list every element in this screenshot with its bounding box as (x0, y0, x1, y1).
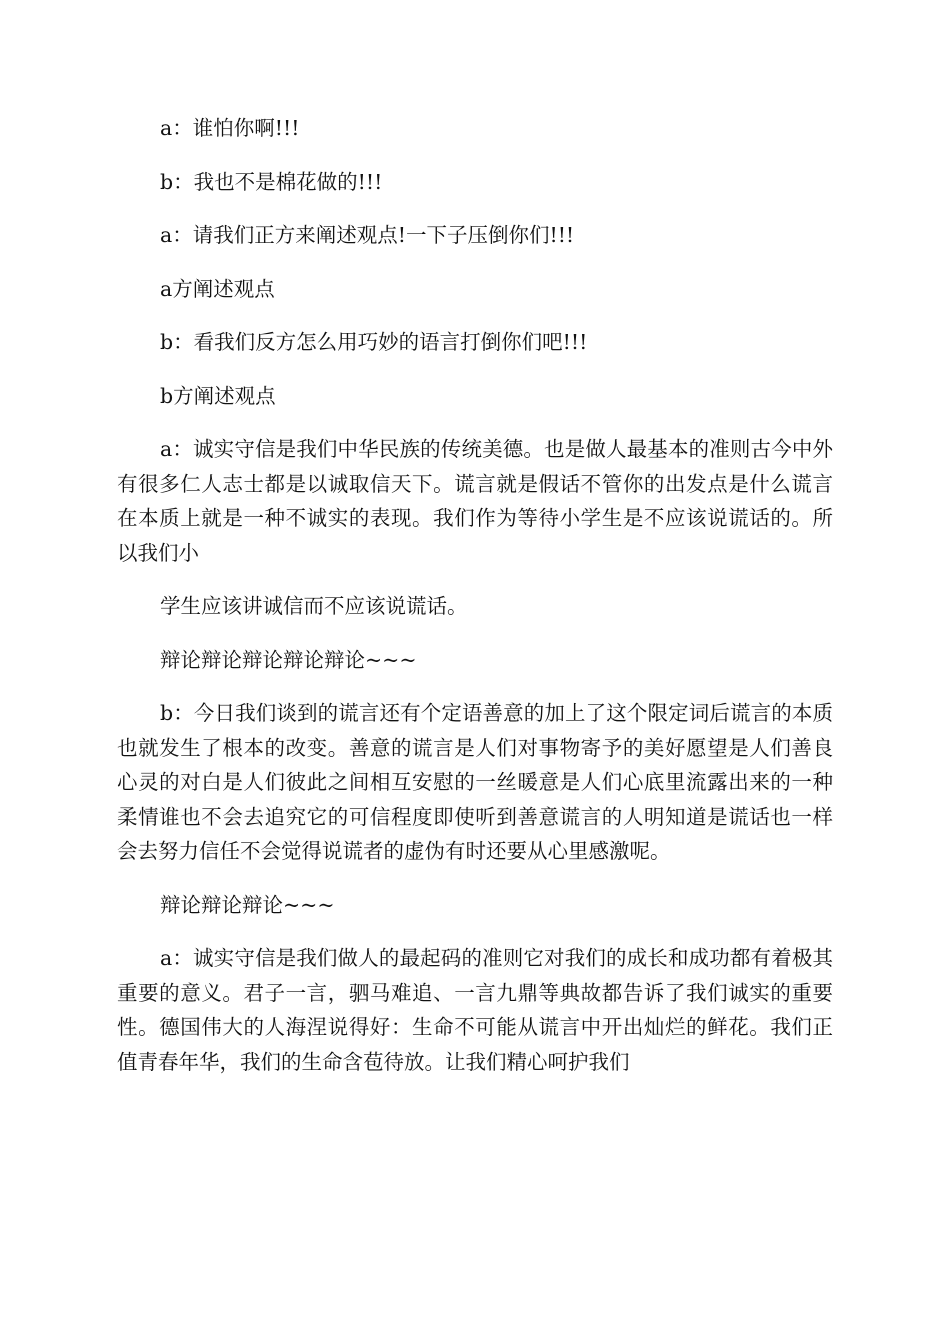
paragraph-9: 辩论辩论辩论辩论辩论~~~ (160, 647, 417, 672)
paragraph-2: b：我也不是棉花做的!!! (160, 169, 383, 194)
paragraph-1: a：谁怕你啊!!! (160, 116, 300, 140)
paragraph-8: 学生应该讲诚信而不应该说谎话。 (160, 594, 468, 618)
paragraph-12: a：诚实守信是我们做人的最起码的准则它对我们的成长和成功都有着极其重要的意义。君子一言，驷马难追、一言九鼎等典故都告诉了我们诚实的重要性。德国伟大的人海涅说得好：生命不可能从谎言中开出灿烂的鲜花。我们正值青春年华，我们的生命含苞待放。让我们精心呵护我们 (117, 946, 833, 1074)
paragraph-4: a方阐述观点 (160, 276, 275, 301)
paragraph-7: a：诚实守信是我们中华民族的传统美德。也是做人最基本的准则古今中外有很多仁人志士都是以诚取信天下。谎言就是假话不管你的出发点是什么谎言在本质上就是一种不诚实的表现。我们作为等待小学生是不应该说谎话的。所以我们小 (117, 437, 833, 565)
paragraph-5: b：看我们反方怎么用巧妙的语言打倒你们吧!!! (160, 330, 588, 354)
paragraph-11: 辩论辩论辩论~~~ (160, 892, 335, 917)
paragraph-6: b方阐述观点 (160, 383, 276, 408)
paragraph-3: a：请我们正方来阐述观点!一下子压倒你们!!! (160, 223, 575, 247)
paragraph-10: b：今日我们谈到的谎言还有个定语善意的加上了这个限定词后谎言的本质也就发生了根本的改变。善意的谎言是人们对事物寄予的美好愿望是人们善良心灵的对白是人们彼此之间相互安慰的一丝暖意是人们心底里流露出来的一种柔情谁也不会去追究它的可信程度即使听到善意谎言的人明知道是谎话也一样会去努力信任不会觉得说谎者的虚伪有时还要从心里感激呢。 (117, 701, 833, 863)
document-page (117, 111, 833, 1098)
